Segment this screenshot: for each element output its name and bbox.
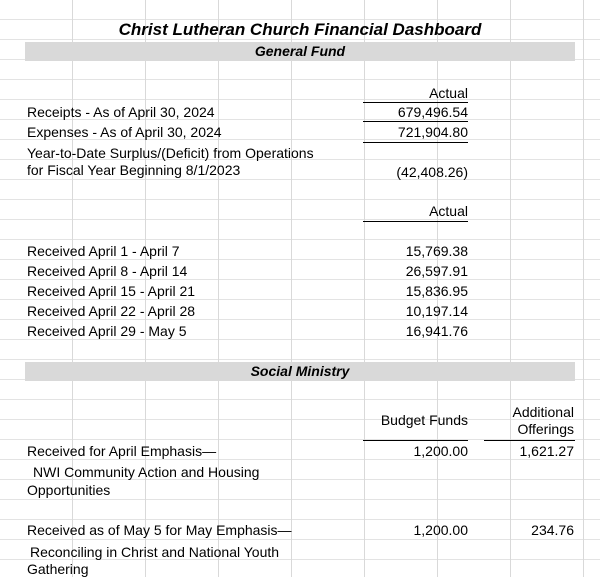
weekly-value-4: 10,197.14 — [405, 303, 468, 319]
receipts-label: Receipts - As of April 30, 2024 — [27, 104, 215, 120]
actual-header: Actual — [429, 85, 468, 101]
additional-header-line2: Offerings — [517, 421, 574, 437]
april-additional-value: 1,621.27 — [519, 443, 574, 459]
weekly-label-4: Received April 22 - April 28 — [27, 303, 196, 319]
weekly-value-5: 16,941.76 — [405, 323, 468, 339]
expenses-rule — [363, 142, 468, 143]
april-desc-line2: Opportunities — [27, 482, 111, 498]
weekly-value-1: 15,769.38 — [405, 243, 468, 259]
social-ministry-heading: Social Ministry — [250, 363, 350, 379]
may-desc-line1: Reconciling in Christ and National Youth — [30, 544, 280, 560]
april-desc-line1: NWI Community Action and Housing — [33, 464, 260, 480]
expenses-value: 721,904.80 — [397, 124, 468, 140]
april-budget-value: 1,200.00 — [413, 443, 468, 459]
weekly-header-underline — [363, 221, 468, 222]
weekly-label-1: Received April 1 - April 7 — [27, 243, 180, 259]
weekly-value-3: 15,836.95 — [405, 283, 468, 299]
social-ministry-band — [25, 362, 575, 381]
weekly-actual-header: Actual — [429, 203, 468, 219]
weekly-value-2: 26,597.91 — [405, 263, 468, 279]
may-budget-value: 1,200.00 — [413, 522, 468, 538]
actual-header-underline — [363, 102, 468, 103]
surplus-label-line1: Year-to-Date Surplus/(Deficit) from Operations — [27, 145, 314, 161]
april-emphasis-label: Received for April Emphasis— — [27, 443, 217, 459]
additional-header-line1: Additional — [512, 404, 574, 420]
dashboard-title: Christ Lutheran Church Financial Dashboard — [118, 20, 482, 39]
may-emphasis-label: Received as of May 5 for May Emphasis— — [27, 522, 292, 538]
may-additional-value: 234.76 — [531, 522, 574, 538]
budget-funds-header: Budget Funds — [380, 412, 468, 428]
may-desc-line2: Gathering — [27, 561, 89, 577]
weekly-label-5: Received April 29 - May 5 — [27, 323, 187, 339]
general-fund-heading: General Fund — [254, 43, 346, 59]
budget-header-underline — [363, 440, 468, 441]
general-fund-band — [25, 42, 575, 61]
expenses-label: Expenses - As of April 30, 2024 — [27, 124, 222, 140]
weekly-label-2: Received April 8 - April 14 — [27, 263, 188, 279]
receipts-value: 679,496.54 — [397, 104, 468, 120]
weekly-label-3: Received April 15 - April 21 — [27, 283, 196, 299]
receipts-rule — [363, 121, 468, 122]
surplus-label-line2: for Fiscal Year Beginning 8/1/2023 — [27, 162, 241, 178]
additional-header-underline — [484, 440, 575, 441]
surplus-value: (42,408.26) — [396, 164, 468, 180]
